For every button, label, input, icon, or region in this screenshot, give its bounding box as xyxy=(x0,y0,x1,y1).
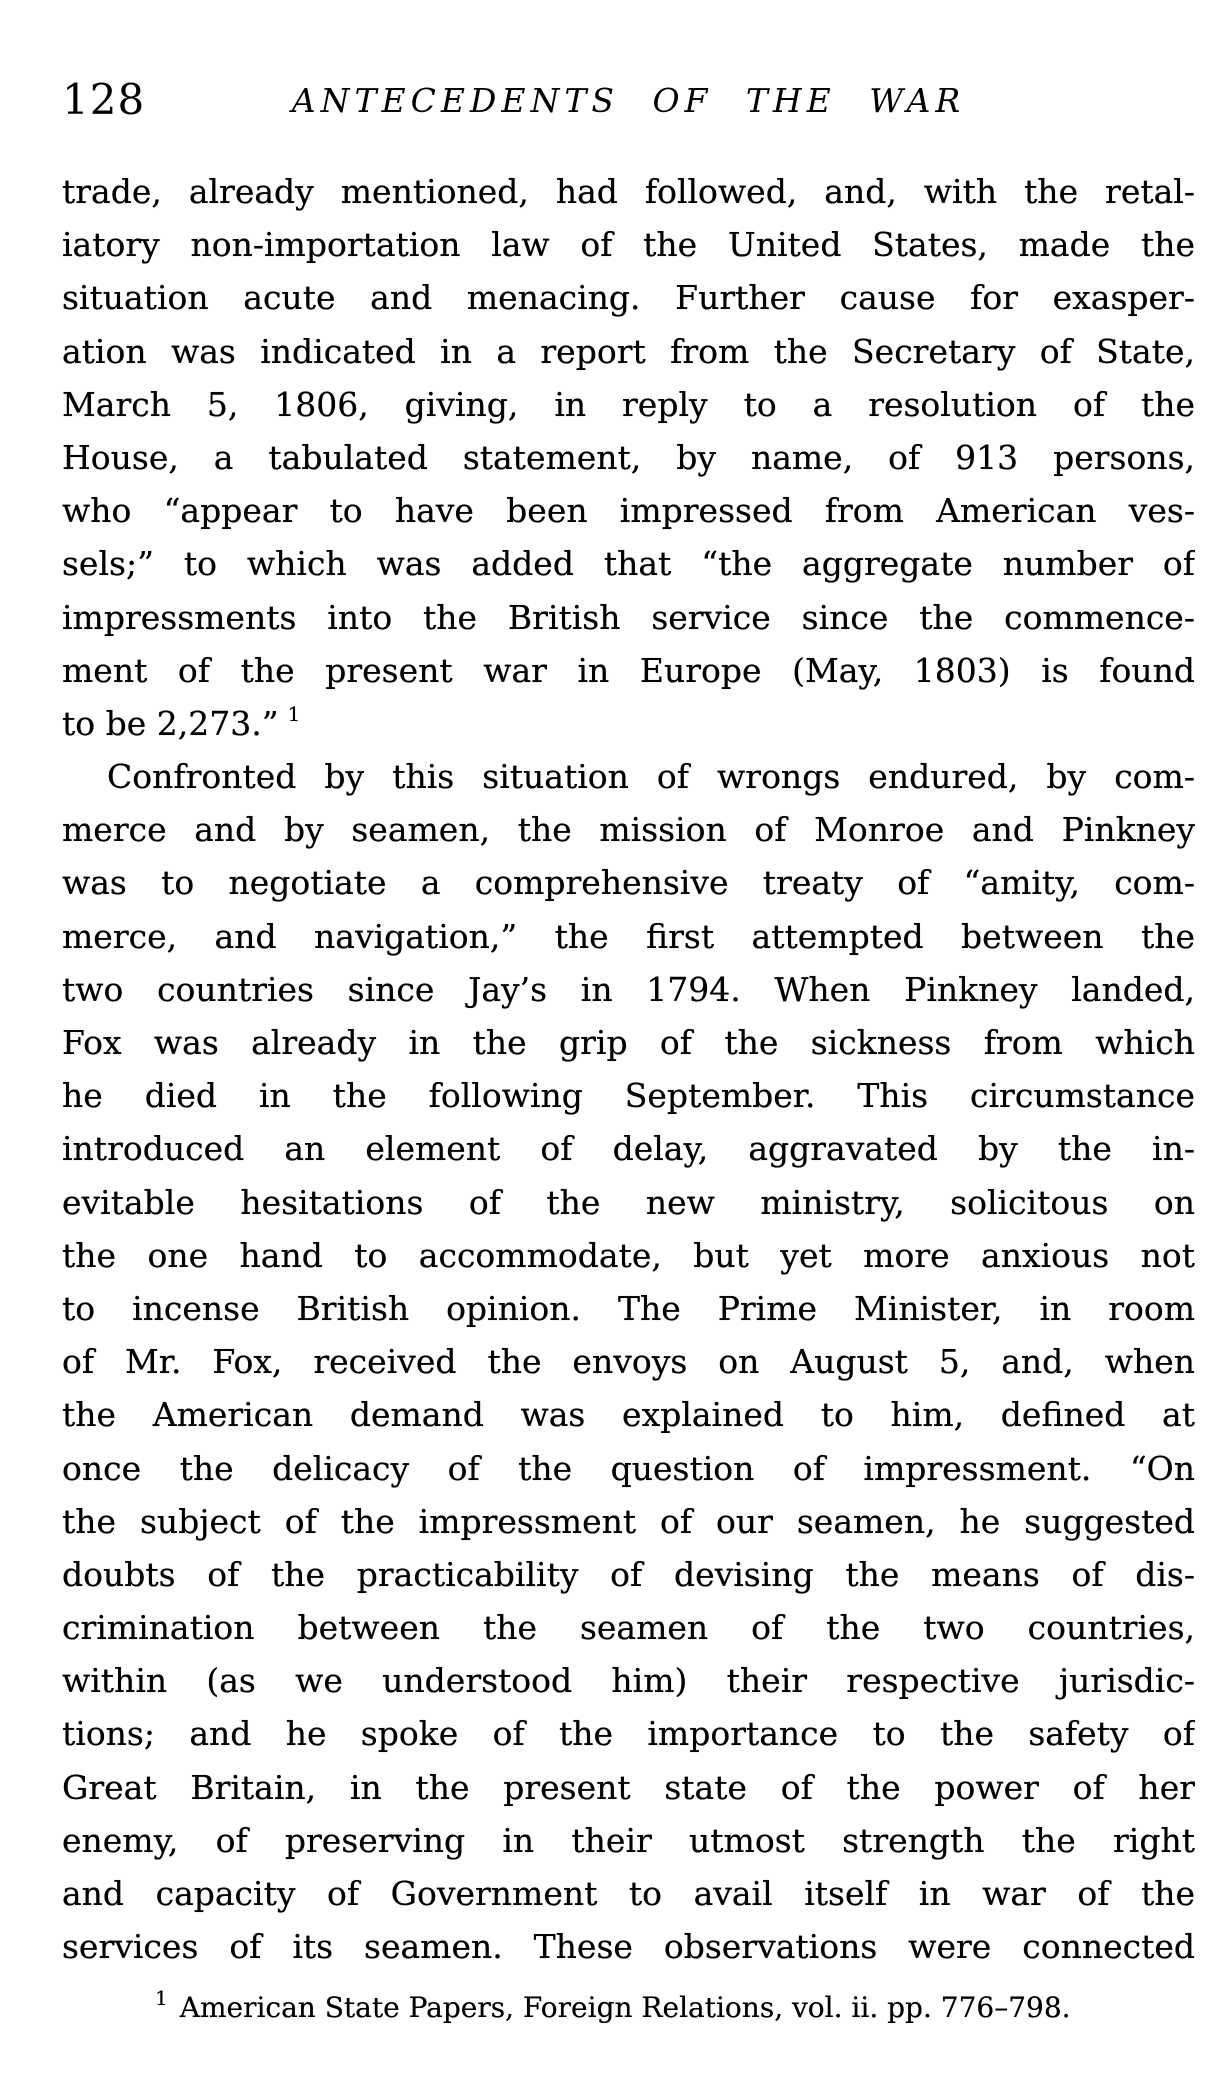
text-line: merce and by seamen, the mission of Monroe and Pinkney xyxy=(62,810,1195,850)
text-line: within (as we understood him) their respective jurisdic- xyxy=(62,1661,1195,1701)
running-head-title: ANTECEDENTS OF THE WAR xyxy=(291,81,966,120)
text-line: Great Britain, in the present state of the power of her xyxy=(62,1767,1195,1807)
text-line: introduced an element of delay, aggravated by the in- xyxy=(62,1129,1195,1169)
text-line: Fox was already in the grip of the sickness from which xyxy=(62,1023,1195,1062)
text-line: and capacity of Government to avail itself in war of the xyxy=(62,1874,1195,1913)
text-line: to be 2,273.” $^1$ xyxy=(62,701,301,743)
footnote-reference: 1 xyxy=(287,701,301,726)
text-line: he died in the following September. This circumstance xyxy=(62,1076,1195,1116)
text-line: the subject of the impressment of our seamen, he suggested xyxy=(62,1501,1195,1541)
text-line: two countries since Jay’s in 1794. When Pinkney landed, xyxy=(62,969,1195,1009)
text-line: merce, and navigation,” the first attempted between the xyxy=(62,916,1195,956)
text-line: impressments into the British service since the commence- xyxy=(62,597,1195,637)
text-line: ment of the present war in Europe (May, 1803) is found xyxy=(62,650,1195,690)
page-header xyxy=(62,75,1195,126)
text-line: iatory non-importation law of the United States, made the xyxy=(62,225,1195,265)
text-line: to incense British opinion. The Prime Minister, in room xyxy=(62,1288,1195,1328)
footnote xyxy=(155,1985,1071,2025)
text-line: sels;” to which was added that “the aggregate number of xyxy=(62,544,1195,584)
text-line: crimination between the seamen of the two countries, xyxy=(62,1608,1195,1648)
text-line: who “appear to have been impressed from American ves- xyxy=(62,491,1195,531)
text-line: situation acute and menacing. Further cause for exasper- xyxy=(62,278,1195,318)
text-line: was to negotiate a comprehensive treaty of “amity, com- xyxy=(62,863,1195,903)
footnote-text: American State Papers, Foreign Relations, vol. ii. pp. 776–798. xyxy=(179,1991,1071,2024)
body-text xyxy=(62,165,1195,1973)
text-line: trade, already mentioned, had followed, and, with the retal- xyxy=(62,172,1195,211)
text-line: Confronted by this situation of wrongs endured, by com- xyxy=(107,757,1195,797)
text-line: House, a tabulated statement, by name, of 913 persons, xyxy=(62,437,1195,477)
text-line: evitable hesitations of the new ministry, solicitous on xyxy=(62,1182,1195,1222)
text-line: doubts of the practicability of devising the means of dis- xyxy=(62,1554,1195,1594)
text-line: services of its seamen. These observations were connected xyxy=(62,1927,1195,1967)
text-line: once the delicacy of the question of impressment. “On xyxy=(62,1448,1195,1488)
text-line: the one hand to accommodate, but yet more anxious not xyxy=(62,1235,1195,1275)
text-line: March 5, 1806, giving, in reply to a resolution of the xyxy=(62,384,1195,424)
text-line: tions; and he spoke of the importance to the safety of xyxy=(62,1714,1195,1754)
text-line: the American demand was explained to him, defined at xyxy=(62,1395,1195,1435)
text-line: ation was indicated in a report from the Secretary of State, xyxy=(62,331,1195,371)
page-number: 128 xyxy=(62,75,146,124)
footnote-marker: 1 xyxy=(155,1985,168,2010)
text-line: of Mr. Fox, received the envoys on August 5, and, when xyxy=(62,1342,1195,1382)
text-line: enemy, of preserving in their utmost strength the right xyxy=(62,1820,1195,1860)
